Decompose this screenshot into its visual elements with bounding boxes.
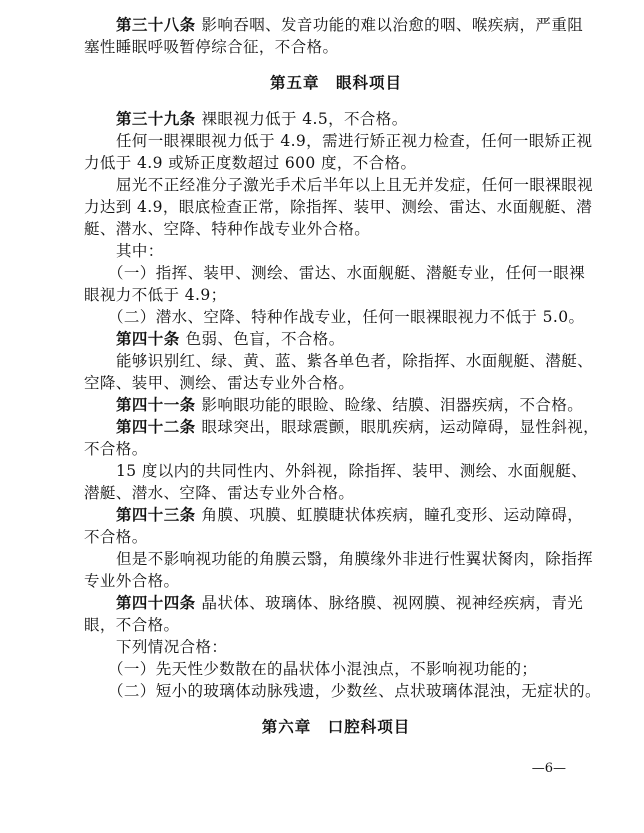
article-39-line-1: 第三十九条 裸眼视力低于 4.5，不合格。 bbox=[116, 110, 408, 128]
article-39-item-1-line-1: （一）指挥、装甲、测绘、雷达、水面舰艇、潜艇专业，任何一眼裸 bbox=[108, 264, 586, 282]
article-38-line-1: 第三十八条 影响吞咽、发音功能的难以治愈的咽、喉疾病，严重阻 bbox=[116, 16, 584, 34]
article-39-para-2-line-1: 屈光不正经准分子激光手术后半年以上且无并发症，任何一眼裸眼视 bbox=[116, 176, 594, 194]
article-44-para-1: 下列情况合格： bbox=[116, 638, 228, 656]
article-39-item-2: （二）潜水、空降、特种作战专业，任何一眼裸眼视力不低于 5.0。 bbox=[108, 308, 585, 326]
article-41-line-1: 第四十一条 影响眼功能的眼睑、睑缘、结膜、泪器疾病，不合格。 bbox=[116, 396, 584, 414]
article-44-label: 第四十四条 bbox=[116, 594, 196, 612]
article-43-para-1-line-2: 专业外合格。 bbox=[84, 572, 180, 590]
article-40-line-1: 第四十条 色弱、色盲，不合格。 bbox=[116, 330, 345, 348]
article-39-label: 第三十九条 bbox=[116, 110, 196, 128]
article-44-item-1: （一）先天性少数散在的晶状体小混浊点，不影响视功能的； bbox=[108, 660, 538, 678]
article-42-line-2: 不合格。 bbox=[84, 440, 148, 458]
article-38-label: 第三十八条 bbox=[116, 16, 196, 34]
article-44-item-2: （二）短小的玻璃体动脉残遗，少数丝、点状玻璃体混浊，无症状的。 bbox=[108, 682, 601, 700]
article-43-label: 第四十三条 bbox=[116, 506, 196, 524]
article-42-para-1-line-1: 15 度以内的共同性内、外斜视，除指挥、装甲、测绘、水面舰艇、 bbox=[116, 462, 588, 480]
article-39-para-1-line-1: 任何一眼裸眼视力低于 4.9，需进行矫正视力检查，任何一眼矫正视 bbox=[116, 132, 593, 150]
article-43-line-1: 第四十三条 角膜、巩膜、虹膜睫状体疾病，瞳孔变形、运动障碍， bbox=[116, 506, 584, 524]
article-40-label: 第四十条 bbox=[116, 330, 180, 348]
article-40-para-1-line-2: 空降、装甲、测绘、雷达专业外合格。 bbox=[84, 374, 355, 392]
article-39-item-1-line-2: 眼视力不低于 4.9； bbox=[84, 286, 227, 304]
page-number: —6— bbox=[531, 761, 566, 776]
article-39-para-2-line-3: 艇、潜水、空降、特种作战专业外合格。 bbox=[84, 220, 371, 238]
article-38-line-2: 塞性睡眠呼吸暂停综合征，不合格。 bbox=[84, 38, 339, 56]
article-43-para-1-line-1: 但是不影响视功能的角膜云翳，角膜缘外非进行性翼状胬肉，除指挥 bbox=[116, 550, 594, 568]
article-44-line-1: 第四十四条 晶状体、玻璃体、脉络膜、视网膜、视神经疾病，青光 bbox=[116, 594, 584, 612]
article-42-line-1: 第四十二条 眼球突出，眼球震颤，眼肌疾病，运动障碍，显性斜视， bbox=[116, 418, 600, 436]
article-44-line-2: 眼，不合格。 bbox=[84, 616, 180, 634]
chapter-6-heading: 第六章 口腔科项目 bbox=[261, 718, 411, 736]
article-39-para-1-line-2: 力低于 4.9 或矫正度数超过 600 度，不合格。 bbox=[84, 154, 417, 172]
article-41-label: 第四十一条 bbox=[116, 396, 196, 414]
chapter-5-heading: 第五章 眼科项目 bbox=[269, 74, 402, 92]
article-42-para-1-line-2: 潜艇、潜水、空降、雷达专业外合格。 bbox=[84, 484, 355, 502]
article-39-para-2-line-2: 力达到 4.9，眼底检查正常，除指挥、装甲、测绘、雷达、水面舰艇、潜 bbox=[84, 198, 593, 216]
article-40-para-1-line-1: 能够识别红、绿、黄、蓝、紫各单色者，除指挥、水面舰艇、潜艇、 bbox=[116, 352, 594, 370]
article-42-label: 第四十二条 bbox=[116, 418, 196, 436]
article-39-para-3: 其中： bbox=[116, 242, 164, 260]
article-43-line-2: 不合格。 bbox=[84, 528, 148, 546]
